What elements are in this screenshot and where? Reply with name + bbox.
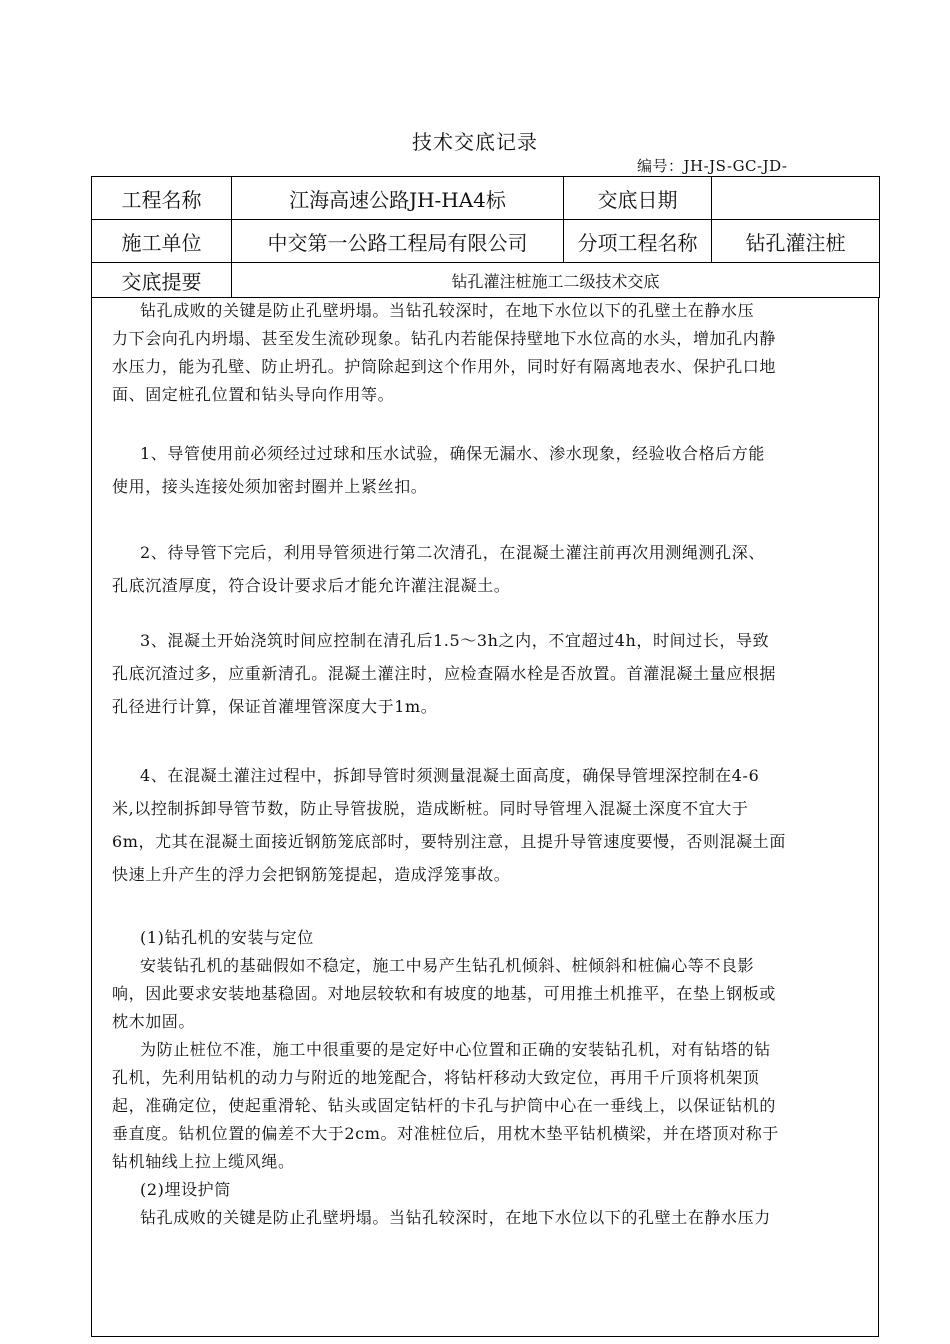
content-body	[91, 297, 879, 1337]
text-line: 钻孔成败的关键是防止孔壁坍塌。当钻孔较深时，在地下水位以下的孔壁土在静水压力	[140, 1208, 771, 1227]
intro-paragraph	[112, 297, 872, 409]
text-line: 4、在混凝土灌注过程中，拆卸导管时须测量混凝土面高度，确保导管埋深控制在4-6	[140, 766, 760, 785]
project-name-label: 工程名称	[92, 177, 232, 220]
text-line: 安装钻孔机的基础假如不稳定，施工中易产生钻孔机倾斜、桩倾斜和桩偏心等不良影	[140, 956, 755, 975]
text-line: 为防止桩位不准，施工中很重要的是定好中心位置和正确的安装钻孔机，对有钻塔的钻	[140, 1040, 771, 1059]
header-row-summary	[92, 263, 880, 298]
text-line: 1、导管使用前必须经过过球和压水试验，确保无漏水、渗水现象，经验收合格后方能	[140, 444, 765, 463]
text-line: 枕木加固。	[112, 1012, 196, 1031]
section-2-title: (2)埋设护筒	[140, 1180, 231, 1199]
subitem-label: 分项工程名称	[564, 220, 712, 263]
date-label: 交底日期	[564, 177, 712, 220]
summary-label: 交底提要	[92, 263, 232, 298]
text-line: 使用，接头连接处须加密封圈并上紧丝扣。	[112, 477, 428, 496]
text-line: 钻机轴线上拉上缆风绳。	[112, 1152, 295, 1171]
document-number: 编号：JH-JS-GC-JD-	[637, 157, 788, 175]
subitem-value: 钻孔灌注桩	[712, 220, 880, 263]
text-line: 快速上升产生的浮力会把钢筋笼提起，造成浮笼事故。	[112, 865, 511, 884]
text-line: 钻孔成败的关键是防止孔壁坍塌。当钻孔较深时，在地下水位以下的孔壁土在静水压	[140, 301, 755, 320]
text-line: 米,以控制拆卸导管节数，防止导管拔脱，造成断桩。同时导管埋入混凝土深度不宜大于	[112, 799, 749, 818]
text-line: 孔底沉渣过多，应重新清孔。混凝土灌注时，应检查隔水栓是否放置。首灌混凝土量应根据	[112, 664, 777, 683]
text-line: 起，准确定位，使起重滑轮、钻头或固定钻杆的卡孔与护筒中心在一垂线上，以保证钻机的	[112, 1096, 777, 1115]
item-3-paragraph	[112, 624, 872, 723]
item-2-paragraph	[112, 536, 872, 602]
header-row-unit	[92, 220, 880, 263]
text-line: 垂直度。钻机位置的偏差不大于2cm。对准桩位后，用枕木垫平钻机横梁，并在塔顶对称于	[112, 1124, 779, 1143]
text-line: 孔径进行计算，保证首灌埋管深度大于1m。	[112, 697, 438, 716]
text-line: 力下会向孔内坍塌、甚至发生流砂现象。钻孔内若能保持壁地下水位高的水头，增加孔内静	[112, 329, 777, 348]
header-row-project	[92, 177, 880, 220]
header-table	[91, 176, 880, 298]
text-line: 水压力，能为孔壁、防止坍孔。护筒除起到这个作用外，同时好有隔离地表水、保护孔口地	[112, 357, 777, 376]
date-value	[712, 177, 880, 220]
text-line: 孔机，先利用钻机的动力与附近的地笼配合，将钻杆移动大致定位，再用千斤顶将机架顶	[112, 1068, 760, 1087]
unit-value: 中交第一公路工程局有限公司	[232, 220, 564, 263]
item-1-paragraph	[112, 437, 872, 503]
text-line: 6m，尤其在混凝土面接近钢筋笼底部时，要特别注意，且提升导管速度要慢，否则混凝土面	[112, 832, 786, 851]
text-line: 2、待导管下完后，利用导管须进行第二次清孔，在混凝土灌注前再次用测绳测孔深、	[140, 543, 765, 562]
section-1	[112, 924, 872, 1232]
summary-value: 钻孔灌注桩施工二级技术交底	[232, 263, 880, 298]
text-line: 孔底沉渣厚度，符合设计要求后才能允许灌注混凝土。	[112, 576, 511, 595]
item-4-paragraph	[112, 759, 872, 891]
text-line: 面、固定桩孔位置和钻头导向作用等。	[112, 385, 395, 404]
document-title: 技术交底记录	[412, 130, 538, 154]
section-1-title: (1)钻孔机的安装与定位	[140, 928, 314, 947]
unit-label: 施工单位	[92, 220, 232, 263]
text-line: 响，因此要求安装地基稳固。对地层较软和有坡度的地基，可用推土机推平，在垫上钢板或	[112, 984, 777, 1003]
text-line: 3、混凝土开始浇筑时间应控制在清孔后1.5～3h之内，不宜超过4h，时间过长，导致	[140, 631, 770, 650]
project-name-value: 江海高速公路JH-HA4标	[232, 177, 564, 220]
